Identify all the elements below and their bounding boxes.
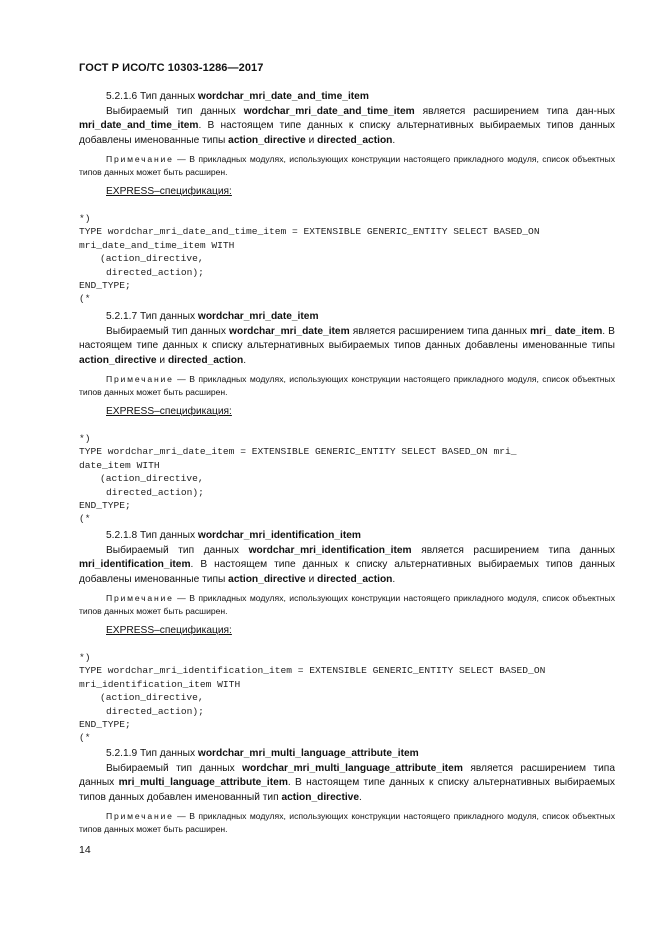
section-paragraph — [79, 105, 615, 149]
heading-prefix: 5.2.1.6 Тип данных — [106, 91, 198, 102]
text-run: Выбираемый тип данных — [106, 105, 244, 117]
type-name: wordchar_mri_date_and_time_item — [243, 105, 415, 117]
text-run: и — [305, 134, 318, 146]
section-paragraph — [79, 544, 615, 588]
text-run: . В настоящем типе данных к списку альтернативных выбираемых типов данных добавлены именованные типы — [79, 325, 615, 351]
heading-prefix: 5.2.1.9 Тип данных — [106, 748, 198, 759]
express-heading — [79, 185, 615, 199]
code-line: (action_directive, — [100, 692, 204, 704]
note-label: Примечание — [106, 593, 174, 603]
note-text: — В прикладных модулях, использующих конструкции настоящего прикладного модуля, список объектных типов данных может быть расширен. — [79, 593, 615, 616]
note — [79, 810, 615, 836]
express-label: EXPRESS–спецификация: — [106, 186, 232, 197]
section-heading — [79, 90, 615, 105]
type-name: mri_identification_item — [79, 559, 191, 570]
code-line: directed_action); — [106, 486, 204, 498]
text-run: Выбираемый тип данных — [106, 325, 230, 337]
heading-prefix: 5.2.1.8 Тип данных — [106, 530, 198, 541]
code-line: TYPE wordchar_mri_identification_item = EXTENSIBLE GENERIC_ENTITY SELECT BASED_ON — [79, 665, 546, 677]
code-line: mri_identification_item WITH — [79, 678, 241, 690]
note-text: — В прикладных модулях, использующих конструкции настоящего прикладного модуля, список объектных типов данных может быть расширен. — [79, 154, 615, 177]
note-label: Примечание — [106, 374, 174, 384]
type-name: mri_ date_item — [530, 325, 603, 337]
code-line: TYPE wordchar_mri_date_and_time_item = EXTENSIBLE GENERIC_ENTITY SELECT BASED_ON — [79, 226, 540, 238]
type-name: action_directive — [79, 354, 157, 366]
text-run: является расширением типа данных — [349, 325, 531, 337]
type-name: directed_action — [317, 134, 393, 146]
express-heading — [79, 624, 615, 638]
express-heading — [79, 405, 615, 419]
code-line: *) — [79, 652, 91, 663]
text-run: Выбираемый тип данных — [106, 762, 243, 774]
heading-type-name: wordchar_mri_date_and_time_item — [197, 91, 369, 102]
text-run: . В настоящем типе данных к списку альтернативных выбираемых типов данных добавлены именованные типы — [79, 559, 615, 585]
text-run: является расширением типа дан-ных — [414, 105, 615, 117]
section-5-2-1-9 — [79, 747, 615, 836]
code-line: mri_date_and_time_item WITH — [79, 239, 235, 251]
heading-type-name: wordchar_mri_multi_language_attribute_item — [197, 748, 419, 759]
section-heading — [79, 310, 615, 325]
note — [79, 373, 615, 399]
section-5-2-1-8 — [79, 529, 615, 745]
code-line: (* — [79, 513, 91, 525]
type-name: directed_action — [317, 573, 393, 585]
code-line: END_TYPE; — [79, 280, 131, 292]
note-label: Примечание — [106, 811, 174, 821]
document-header: ГОСТ Р ИСО/ТС 10303-1286—2017 — [79, 62, 264, 74]
section-heading — [79, 747, 615, 762]
note-text: — В прикладных модулях, использующих конструкции настоящего прикладного модуля, список объектных типов данных может быть расширен. — [79, 811, 615, 834]
code-line: directed_action); — [106, 705, 204, 717]
section-5-2-1-7 — [79, 310, 615, 526]
code-line: (action_directive, — [100, 253, 204, 265]
section-heading — [79, 529, 615, 544]
section-paragraph — [79, 325, 615, 369]
code-line: TYPE wordchar_mri_date_item = EXTENSIBLE GENERIC_ENTITY SELECT BASED_ON mri_ — [79, 446, 517, 458]
section-paragraph — [79, 762, 615, 806]
code-line: *) — [79, 213, 91, 224]
page-number: 14 — [79, 844, 91, 856]
express-code — [79, 212, 615, 306]
code-line: (* — [79, 732, 91, 744]
note-label: Примечание — [106, 154, 174, 164]
code-line: directed_action); — [106, 266, 204, 278]
express-code — [79, 651, 615, 745]
text-run: является расширением типа данных — [79, 762, 615, 788]
text-run: . — [359, 791, 362, 803]
code-line: *) — [79, 433, 91, 444]
text-run: . — [392, 573, 396, 585]
type-name: directed_action — [167, 354, 244, 366]
heading-type-name: wordchar_mri_identification_item — [197, 530, 361, 541]
code-line: date_item WITH — [79, 459, 160, 471]
code-line: END_TYPE; — [79, 500, 131, 512]
code-line: (* — [79, 293, 91, 305]
text-run: и — [305, 573, 318, 585]
type-name: wordchar_mri_date_item — [229, 325, 350, 337]
heading-type-name: wordchar_mri_date_item — [197, 311, 319, 322]
express-code — [79, 432, 615, 526]
text-run: и — [156, 354, 168, 366]
type-name: wordchar_mri_multi_language_attribute_item — [242, 762, 463, 774]
express-label: EXPRESS–спецификация: — [106, 406, 232, 417]
express-label: EXPRESS–спецификация: — [106, 625, 232, 636]
text-run: . В настоящем типе данных к списку альтернативных выбираемых типов данных добавлен именованный тип — [79, 777, 615, 803]
heading-prefix: 5.2.1.7 Тип данных — [106, 311, 198, 322]
note — [79, 153, 615, 179]
note — [79, 592, 615, 618]
text-run: Выбираемый тип данных — [106, 544, 249, 556]
text-run: . В настоящем типе данных к списку альтернативных выбираемых типов данных добавлены именованные типы — [79, 120, 615, 146]
text-run: . — [392, 134, 396, 146]
type-name: mri_date_and_time_item — [79, 120, 199, 131]
text-run: является расширением типа данных — [411, 544, 615, 556]
type-name: action_directive — [281, 791, 360, 803]
code-line: END_TYPE; — [79, 719, 131, 731]
type-name: action_directive — [228, 134, 306, 146]
text-run: . — [243, 354, 247, 366]
code-line: (action_directive, — [100, 473, 204, 485]
type-name: action_directive — [228, 573, 306, 585]
type-name: wordchar_mri_identification_item — [248, 544, 412, 556]
type-name: mri_multi_language_attribute_item — [118, 777, 288, 788]
note-text: — В прикладных модулях, использующих конструкции настоящего прикладного модуля, список объектных типов данных может быть расширен. — [79, 374, 615, 397]
section-5-2-1-6 — [79, 90, 615, 306]
